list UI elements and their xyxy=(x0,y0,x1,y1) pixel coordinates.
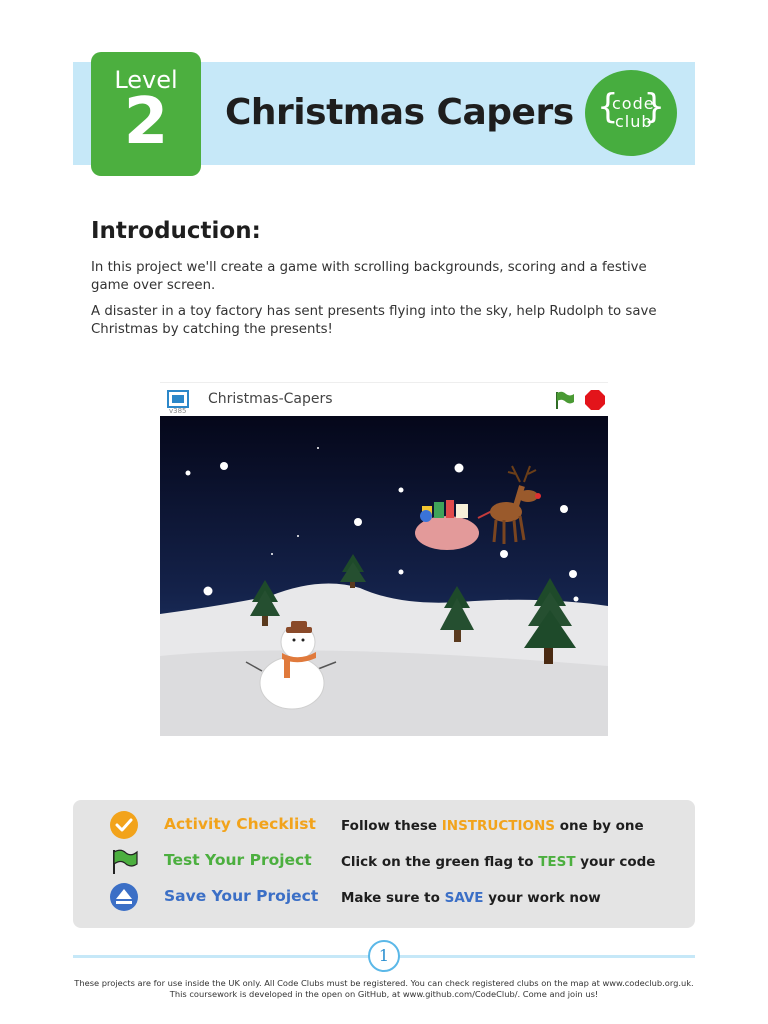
green-flag-icon[interactable] xyxy=(554,390,576,410)
intro-paragraph-1: In this project we'll create a game with scrolling backgrounds, scoring and a festive game over screen. xyxy=(91,260,647,293)
checklist-row-save xyxy=(73,882,695,912)
activity-checklist-panel xyxy=(73,800,695,928)
level-number: 2 xyxy=(123,85,169,159)
checklist-description: Click on the green flag to TEST your code xyxy=(341,854,656,870)
game-stage[interactable] xyxy=(160,416,608,736)
stage-toolbar xyxy=(160,382,608,416)
logo-text-club: club xyxy=(615,112,653,131)
checklist-row-activity xyxy=(73,810,695,840)
stop-icon[interactable] xyxy=(584,389,606,411)
fullscreen-icon[interactable] xyxy=(167,390,189,408)
check-circle-icon xyxy=(109,810,139,840)
checklist-row-test xyxy=(73,846,695,876)
footer-text-1: These projects are for use inside the UK only. All Code Clubs must be registered. You can check registered clubs on the map at www.codeclub.org.uk. xyxy=(74,978,694,988)
version-label: v385 xyxy=(169,407,187,415)
project-title: Christmas-Capers xyxy=(208,391,333,407)
green-flag-icon xyxy=(109,846,139,876)
level-badge xyxy=(91,52,201,176)
level-label: Level xyxy=(114,66,178,94)
checklist-label: Activity Checklist xyxy=(164,815,316,833)
page-number: 1 xyxy=(368,940,400,972)
intro-heading: Introduction: xyxy=(91,218,261,244)
footer-text-2: This coursework is developed in the open on GitHub, at www.github.com/CodeClub/. Come and join us! xyxy=(169,989,599,999)
logo-text-code: code xyxy=(612,94,655,113)
checklist-description: Make sure to SAVE your work now xyxy=(341,890,601,906)
code-club-logo: { code club } xyxy=(585,70,677,156)
checklist-label: Test Your Project xyxy=(164,851,312,869)
intro-paragraph-2: A disaster in a toy factory has sent presents flying into the sky, help Rudolph to save Christmas by catching the presents! xyxy=(91,304,657,337)
checklist-label: Save Your Project xyxy=(164,887,319,905)
save-icon xyxy=(109,882,139,912)
checklist-description: Follow these INSTRUCTIONS one by one xyxy=(341,818,644,834)
page-title: Christmas Capers xyxy=(225,92,574,133)
